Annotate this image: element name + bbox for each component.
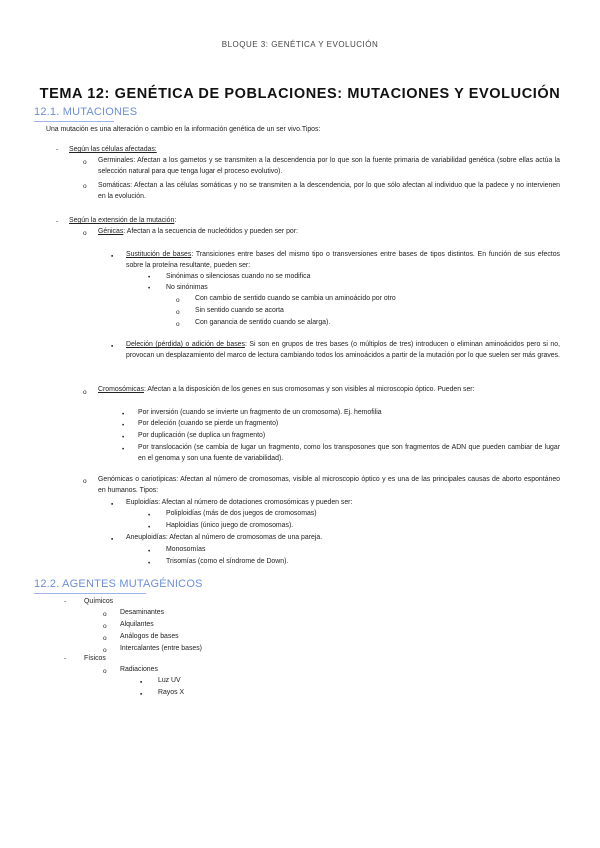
extent-label: Según la extensión de la mutación: [69, 217, 177, 224]
circle-bullet: o [176, 321, 180, 328]
square-bullet: ▪ [140, 679, 143, 686]
missense-item: Con cambio de sentido cuando se cambia un aminoácido por otro [195, 295, 396, 302]
circle-bullet: o [103, 623, 107, 630]
circle-bullet: o [103, 611, 107, 618]
dot-bullet: • [148, 524, 151, 531]
square-bullet: ▪ [111, 343, 114, 350]
translocation-item: Por translocación (se cambia de lugar un fragmento, como los transposones que son fragmentos de ADN que pueden cambiar de lugar en el genoma y son una fuente de variabilidad). [138, 444, 560, 462]
trisomy-item: Trisomías (como el síndrome de Down). [166, 558, 289, 565]
deletion-item: Por deleción (cuando se pierde un fragmento) [138, 420, 279, 427]
circle-bullet: o [83, 230, 87, 237]
haploidy-item: Haploidías (único juego de cromosomas). [166, 522, 294, 529]
dot-bullet: • [122, 434, 125, 441]
square-bullet: ▪ [111, 501, 114, 508]
dash-bullet: - [64, 598, 67, 605]
page-title: TEMA 12: GENÉTICA DE POBLACIONES: MUTACIONES Y EVOLUCIÓN [39, 86, 561, 102]
radiation-item: Rayos X [158, 689, 185, 696]
circle-bullet: o [83, 159, 87, 166]
chemical-item: Análogos de bases [120, 633, 179, 640]
deletion-addition-item: Deleción (pérdida) o adición de bases: Si son en grupos de tres bases (o múltiplos de tres) introducen o eliminan aminoácidos pero si no, provocan un desplazamiento del marco de lectura cambiando todos los aminoácidos a partir de la mutación por lo que suelen ser más graves. [126, 341, 560, 359]
section-heading-mutaciones: 12.1. MUTACIONES [34, 106, 138, 118]
dash-bullet: - [56, 146, 59, 153]
page-header: BLOQUE 3: GENÉTICA Y EVOLUCIÓN [221, 40, 379, 49]
radiation-item: Luz UV [158, 677, 181, 684]
square-bullet: ▪ [140, 691, 143, 698]
germinal-item: Germinales: Afectan a los gametos y se transmiten a la descendencia por lo que son la fuente primaria de variabilidad genética (sobre ellas actúa la selección natural para que tenga lugar el proceso evolutivo). [98, 157, 560, 175]
circle-bullet: o [83, 183, 87, 190]
inversion-item: Por inversión (cuando se invierte un fragmento de un cromosoma). Ej. hemofilia [138, 409, 382, 416]
circle-bullet: o [103, 647, 107, 654]
nonsense-item: Sin sentido cuando se acorta [195, 307, 284, 314]
physical-label: Físicos [84, 655, 106, 662]
dot-bullet: • [148, 274, 151, 281]
synonymous-item: Sinónimas o silenciosas cuando no se modifica [166, 273, 311, 280]
cells-label: Según las células afectadas: [69, 146, 157, 153]
circle-bullet: o [103, 635, 107, 642]
dot-bullet: • [148, 512, 151, 519]
square-bullet: ▪ [111, 253, 114, 260]
radiation-label: Radiaciones [120, 666, 158, 673]
aneuploidy-item: Aneuploidías: Afectan al número de cromosomas de una pareja. [126, 534, 323, 541]
chemical-item: Intercalantes (entre bases) [120, 645, 202, 652]
nonsynonymous-item: No sinónimas [166, 284, 208, 291]
somatic-item: Somáticas: Afectan a las células somáticas y no se transmiten a la descendencia, por lo que sólo afectan al individuo que la padece y no intervienen en la evolución. [98, 182, 560, 200]
section-heading-agentes: 12.2. AGENTES MUTAGÉNICOS [34, 578, 203, 590]
duplication-item: Por duplicación (se duplica un fragmento) [138, 432, 266, 439]
circle-bullet: o [103, 668, 107, 675]
circle-bullet: o [83, 478, 87, 485]
dot-bullet: • [122, 422, 125, 429]
section-underline [34, 593, 146, 594]
square-bullet: ▪ [111, 536, 114, 543]
intro-text: Una mutación es una alteración o cambio en la información genética de un ser vivo.Tipos: [46, 126, 321, 133]
section-underline [34, 121, 114, 122]
dot-bullet: • [148, 548, 151, 555]
dash-bullet: - [64, 655, 67, 662]
dot-bullet: • [148, 285, 151, 292]
dot-bullet: • [122, 411, 125, 418]
substitution-item: Sustitución de bases: Transiciones entre bases del mismo tipo o transversiones entre bases de tipos distintos. En función de sus efectos sobre la proteína resultante, pueden ser: [126, 251, 560, 269]
gain-item: Con ganancia de sentido cuando se alarga). [195, 319, 331, 326]
chemical-item: Alquilantes [120, 621, 154, 628]
chemical-item: Desaminantes [120, 609, 165, 616]
genic-item: Génicas: Afectan a la secuencia de nucleótidos y pueden ser por: [98, 228, 298, 235]
monosomy-item: Monosomías [166, 546, 206, 553]
circle-bullet: o [176, 309, 180, 316]
chromosomal-item: Cromosómicas: Afectan a la disposición de los genes en sus cromosomas y son visibles al microscopio óptico. Pueden ser: [98, 386, 475, 393]
chemical-label: Químicos [84, 598, 114, 605]
dash-bullet: - [56, 218, 59, 225]
dot-bullet: • [148, 560, 151, 567]
euploidy-item: Euploidías: Afectan al número de dotaciones cromosómicas y pueden ser: [126, 499, 353, 506]
circle-bullet: o [176, 297, 180, 304]
genomic-item: Genómicas o cariotípicas: Afectan al número de cromosomas, visible al microscopio óptico y es una de las principales causas de aborto espontáneo en humanos. Tipos: [98, 476, 560, 494]
dot-bullet: • [122, 446, 125, 453]
polyploidy-item: Poliploidías (más de dos juegos de cromosomas) [166, 510, 317, 517]
circle-bullet: o [83, 389, 87, 396]
